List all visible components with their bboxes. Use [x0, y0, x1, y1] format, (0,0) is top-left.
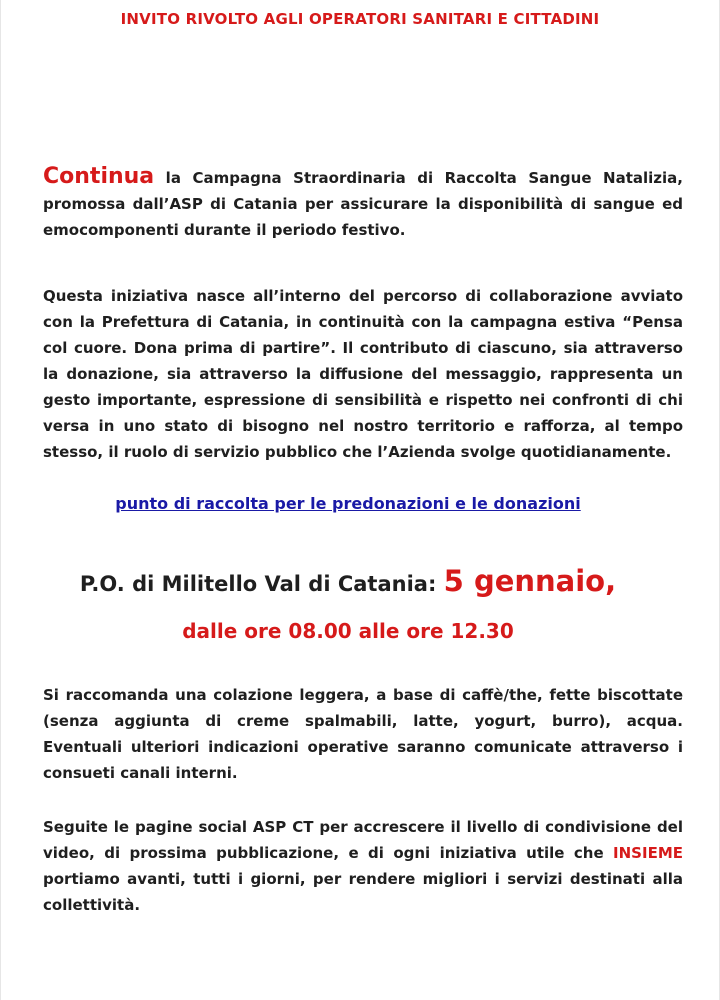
- page-title: INVITO RIVOLTO AGLI OPERATORI SANITARI E CITTADINI: [120, 10, 600, 28]
- intro-paragraph: [43, 164, 683, 243]
- recommendation-paragraph: Si raccomanda una colazione leggera, a base di caffè/the, fette biscottate (senza aggiunta di creme spalmabili, latte, yogurt, burro), acqua. Eventuali ulteriori indicazioni operative saranno comunicate attraverso i consueti canali interni.: [43, 686, 683, 782]
- collection-place: P.O. di Militello Val di Catania:: [79, 572, 437, 596]
- collection-point-link[interactable]: punto di raccolta per le predonazioni e le donazioni: [115, 494, 581, 513]
- collection-place-line: [0, 564, 696, 598]
- social-text-before: Seguite le pagine social ASP CT per accrescere il livello di condivisione del video, di prossima pubblicazione, e di ogni iniziativa utile che: [43, 818, 683, 862]
- collection-hours: dalle ore 08.00 alle ore 12.30: [182, 619, 514, 643]
- intro-lead-word: Continua: [43, 164, 155, 189]
- intro-text: la Campagna Straordinaria di Raccolta Sangue Natalizia, promossa dall’ASP di Catania per assicurare la disponibilità di sangue ed emocomponenti durante il periodo festivo.: [43, 169, 683, 239]
- social-text-after: portiamo avanti, tutti i giorni, per rendere migliori i servizi destinati alla collettività.: [43, 870, 683, 914]
- initiative-paragraph: Questa iniziativa nasce all’interno del percorso di collaborazione avviato con la Prefettura di Catania, in continuità con la campagna estiva “Pensa col cuore. Dona prima di partire”. Il contributo di ciascuno, sia attraverso la donazione, sia attraverso la diffusione del messaggio, rappresenta un gesto importante, espressione di sensibilità e rispetto nei confronti di chi versa in uno stato di bisogno nel nostro territorio e rafforza, al tempo stesso, il ruolo di servizio pubblico che l’Azienda svolge quotidianamente.: [43, 287, 683, 461]
- social-emphasis: INSIEME: [613, 844, 683, 862]
- social-paragraph: [43, 814, 683, 918]
- collection-date: 5 gennaio,: [443, 564, 617, 598]
